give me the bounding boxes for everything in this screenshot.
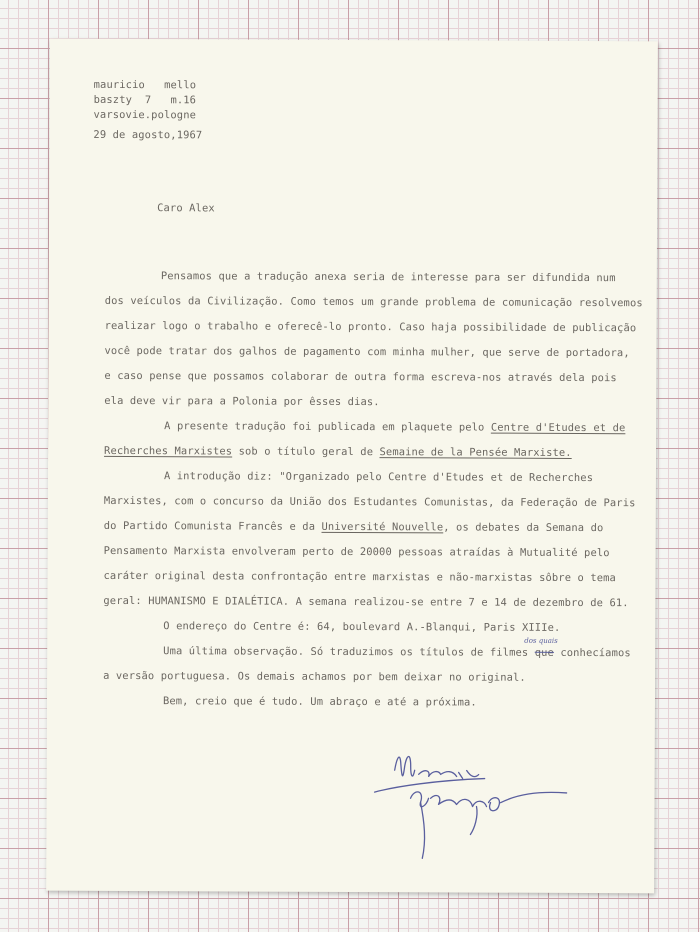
paragraph-5-line: a versão portuguesa. Os demais achamos por bem deixar no original. <box>103 669 526 684</box>
paragraph-4: O endereço do Centre é: 64, boulevard A.-Blanqui, Paris XIIIe. <box>163 620 561 634</box>
underlined-title: Centre d'Etudes et de <box>490 421 626 435</box>
paragraph-5-line: Uma última observação. Só traduzimos os títulos de filmes que conhecíamos <box>163 645 631 660</box>
paragraph-1-line: Pensamos que a tradução anexa seria de interesse para ser difundida num <box>160 270 616 285</box>
paragraph-3-line: A introdução diz: "Organizado pelo Centre d'Etudes et de Recherches <box>163 470 594 485</box>
paragraph-1-line: ela deve vir para a Polonia por êsses dias. <box>104 394 380 409</box>
struck-word: que <box>534 646 554 659</box>
underlined-title: Université Nouvelle <box>321 520 444 534</box>
sender-name: mauricio mello <box>93 78 197 92</box>
letter-date: 29 de agosto,1967 <box>93 128 203 142</box>
paragraph-1-line: dos veículos da Civilização. Como temos um grande problema de comunicação resolvemos <box>104 294 643 310</box>
signature-graphic <box>366 740 627 871</box>
paragraph-3-line: caráter original desta confrontação entre marxistas e não-marxistas sôbre o tema <box>103 569 617 585</box>
salutation: Caro Alex <box>157 202 215 215</box>
sender-street: baszty 7 m.16 <box>93 93 197 107</box>
paragraph-2-line: Recherches Marxistes sob o título geral de Semaine de la Pensée Marxiste. <box>104 444 572 459</box>
handwritten-insertion: dos quais <box>524 636 558 645</box>
letter-sheet <box>46 39 658 894</box>
underlined-title: Semaine de la Pensée Marxiste. <box>379 446 572 459</box>
paragraph-3-line: Pensamento Marxista envolveram perto de 20000 pessoas atraídas à Mutualité pelo <box>103 544 610 560</box>
paragraph-1-line: e caso pense que possamos colaborar de outra forma escreva-nos através dela pois <box>104 369 617 385</box>
paragraph-1-line: realizar logo o trabalho e oferecê-lo pronto. Caso haja possibilidade de publicação <box>104 319 637 335</box>
paragraph-2-line: A presente tradução foi publicada em plaquete pelo Centre d'Etudes et de <box>164 420 626 435</box>
paragraph-3-line: geral: HUMANISMO E DIALÉTICA. A semana realizou-se entre 7 e 14 de dezembro de 61. <box>103 594 629 610</box>
closing: Bem, creio que é tudo. Um abraço e até a próxima. <box>162 695 477 709</box>
paragraph-3-line: do Partido Comunista Francês e da Université Nouvelle, os debates da Semana do <box>103 519 604 535</box>
paragraph-3-line: Marxistes, com o concurso da União dos Estudantes Comunistas, da Federação de Paris <box>103 494 636 510</box>
paragraph-1-line: você pode tratar dos galhos de pagamento com minha mulher, que serve de portadora, <box>104 344 630 360</box>
underlined-title: Recherches Marxistes <box>104 444 233 458</box>
sender-city: varsovie.pologne <box>93 108 197 122</box>
